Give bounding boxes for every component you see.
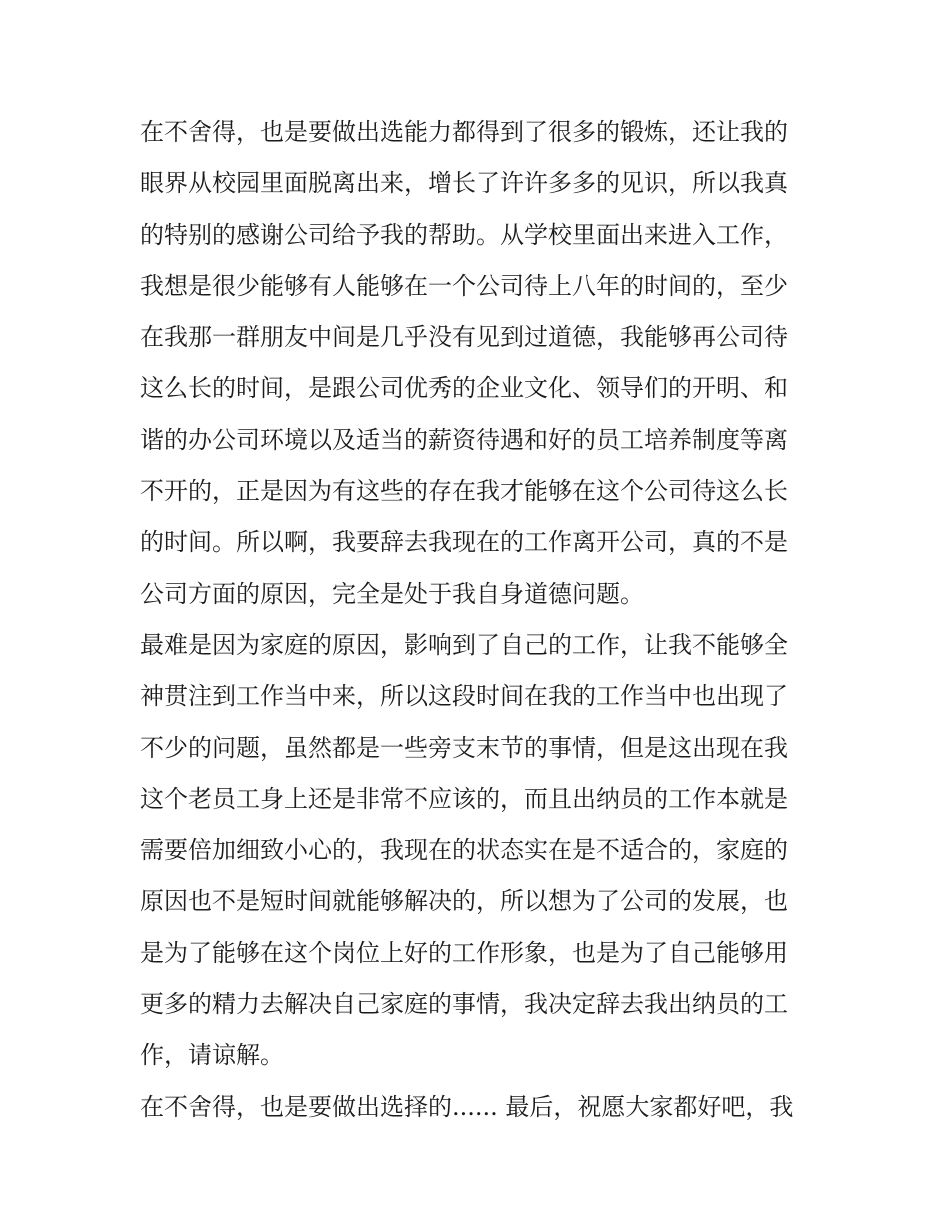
text-line: 在不舍得，也是要做出选择的...... 最后，祝愿大家都好吧，我 bbox=[140, 1092, 794, 1121]
text-line: 作，请谅解。 bbox=[140, 1041, 284, 1070]
text-line: 神贯注到工作当中来，所以这段时间在我的工作当中也出现了 bbox=[140, 682, 788, 711]
text-line: 这个老员工身上还是非常不应该的，而且出纳员的工作本就是 bbox=[140, 784, 788, 813]
text-line: 原因也不是短时间就能够解决的，所以想为了公司的发展，也 bbox=[140, 887, 788, 916]
body-text bbox=[140, 107, 820, 1133]
text-line: 在我那一群朋友中间是几乎没有见到过道德，我能够再公司待 bbox=[140, 323, 788, 352]
text-line: 的时间。所以啊，我要辞去我现在的工作离开公司，真的不是 bbox=[140, 528, 788, 557]
text-line: 更多的精力去解决自己家庭的事情，我决定辞去我出纳员的工 bbox=[140, 990, 788, 1019]
text-line: 最难是因为家庭的原因，影响到了自己的工作，让我不能够全 bbox=[140, 630, 788, 659]
text-line: 不少的问题，虽然都是一些旁支末节的事情，但是这出现在我 bbox=[140, 733, 788, 762]
text-line: 谐的办公司环境以及适当的薪资待遇和好的员工培养制度等离 bbox=[140, 425, 788, 454]
text-line: 不开的，正是因为有这些的存在我才能够在这个公司待这么长 bbox=[140, 477, 788, 506]
text-line: 我想是很少能够有人能够在一个公司待上八年的时间的，至少 bbox=[140, 271, 788, 300]
text-line: 需要倍加细致小心的，我现在的状态实在是不适合的，家庭的 bbox=[140, 836, 788, 865]
text-line: 是为了能够在这个岗位上好的工作形象，也是为了自己能够用 bbox=[140, 938, 788, 967]
text-line: 这么长的时间，是跟公司优秀的企业文化、领导们的开明、和 bbox=[140, 374, 788, 403]
text-line: 公司方面的原因，完全是处于我自身道德问题。 bbox=[140, 579, 644, 608]
text-line: 在不舍得，也是要做出选能力都得到了很多的锻炼，还让我的 bbox=[140, 118, 788, 146]
text-line: 眼界从校园里面脱离出来，增长了许许多多的见识，所以我真 bbox=[140, 169, 788, 198]
text-line: 的特别的感谢公司给予我的帮助。从学校里面出来进入工作， bbox=[140, 220, 788, 249]
